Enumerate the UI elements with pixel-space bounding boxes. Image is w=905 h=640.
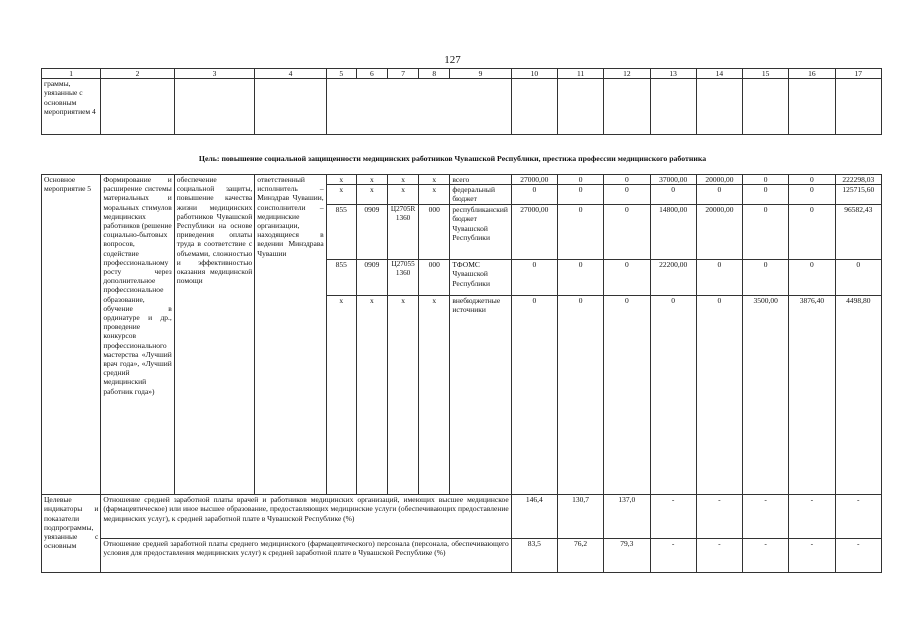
value-cell: 0 <box>696 296 742 495</box>
value-cell: 0 <box>557 296 603 495</box>
value-cell: 22200,00 <box>650 260 696 296</box>
target-code: Ц270551360 <box>388 260 419 296</box>
target-code: x <box>388 185 419 205</box>
indicator-value: - <box>743 539 789 573</box>
indicator-value: 130,7 <box>557 495 603 539</box>
section-code: x <box>356 175 387 185</box>
value-cell: 0 <box>650 185 696 205</box>
value-cell: 0 <box>789 205 835 260</box>
indicator-value: 79,3 <box>604 539 650 573</box>
col-header: 6 <box>356 69 387 79</box>
expense-type: 000 <box>419 205 450 260</box>
col-header: 14 <box>696 69 742 79</box>
target-code: x <box>388 175 419 185</box>
col-header: 1 <box>42 69 101 79</box>
indicators-label: Целевые индикаторы и показатели подпрограммы, увязанные с основным <box>42 495 101 573</box>
prev-indicator-row <box>42 79 882 135</box>
funding-source: ТФОМС Чувашской Республики <box>450 260 511 296</box>
value-cell: 4498,80 <box>835 296 881 495</box>
value-cell: 0 <box>789 185 835 205</box>
value-cell: 0 <box>650 296 696 495</box>
value-cell: 0 <box>743 185 789 205</box>
value-cell: 0 <box>557 260 603 296</box>
value-cell: 0 <box>557 175 603 185</box>
indicator-value: 137,0 <box>604 495 650 539</box>
prev-row-label: граммы, увязанные с основным мероприятием 4 <box>42 79 101 135</box>
col-header: 4 <box>255 69 326 79</box>
indicator-row <box>42 495 882 539</box>
indicator-value: - <box>835 539 881 573</box>
indicator-value: - <box>789 495 835 539</box>
section-code: x <box>356 296 387 495</box>
col-header: 3 <box>174 69 254 79</box>
main-table <box>41 174 882 573</box>
value-cell: 0 <box>743 175 789 185</box>
value-cell: 0 <box>604 260 650 296</box>
col-header: 5 <box>326 69 356 79</box>
expense-type: x <box>419 175 450 185</box>
value-cell: 0 <box>511 260 557 296</box>
indicator-value: - <box>835 495 881 539</box>
col-header: 2 <box>101 69 174 79</box>
col-header: 10 <box>511 69 557 79</box>
col-header: 8 <box>419 69 450 79</box>
value-cell: 20000,00 <box>696 175 742 185</box>
value-cell: 0 <box>604 296 650 495</box>
value-cell: 0 <box>511 296 557 495</box>
value-cell: 20000,00 <box>696 205 742 260</box>
section-code: 0909 <box>356 205 387 260</box>
funding-source: федеральный бюджет <box>450 185 511 205</box>
goal-heading: Цель: повышение социальной защищенности медицинских работников Чувашской Республики, престижа профессии медицинского работника <box>198 154 707 163</box>
indicator-text: Отношение средней заработной платы врачей и работников медицинских организаций, имеющих высшее медицинское (фармацевтическое) или иное высшее образование, предоставляющих медицинские услуги (обеспечивающих предоставление медицинских услуг), к средней заработной плате в Чувашской Республике (%) <box>101 495 511 539</box>
page-number: 127 <box>444 54 461 66</box>
col-header: 7 <box>388 69 419 79</box>
value-cell: 0 <box>743 260 789 296</box>
funding-source: внебюджетные источники <box>450 296 511 495</box>
table-row <box>42 175 882 185</box>
grbs-code: x <box>326 296 356 495</box>
indicator-value: 146,4 <box>511 495 557 539</box>
value-cell: 0 <box>557 205 603 260</box>
grbs-code: x <box>326 175 356 185</box>
col-header: 13 <box>650 69 696 79</box>
col-header: 9 <box>450 69 511 79</box>
event-name: Основное мероприятие 5 <box>42 175 101 495</box>
section-code: 0909 <box>356 260 387 296</box>
value-cell: 0 <box>557 185 603 205</box>
funding-source: всего <box>450 175 511 185</box>
indicator-value: 76,2 <box>557 539 603 573</box>
indicator-value: - <box>696 539 742 573</box>
target-code: x <box>388 296 419 495</box>
expense-type: x <box>419 185 450 205</box>
col-header: 15 <box>743 69 789 79</box>
grbs-code: 855 <box>326 260 356 296</box>
value-cell: 0 <box>696 185 742 205</box>
value-cell: 125715,60 <box>835 185 881 205</box>
value-cell: 96582,43 <box>835 205 881 260</box>
value-cell: 0 <box>604 175 650 185</box>
funding-source: республиканский бюджет Чувашской Республики <box>450 205 511 260</box>
col-header: 17 <box>835 69 881 79</box>
expense-type: x <box>419 296 450 495</box>
value-cell: 0 <box>835 260 881 296</box>
value-cell: 222298,03 <box>835 175 881 185</box>
value-cell: 0 <box>789 260 835 296</box>
column-number-row <box>42 69 882 79</box>
col-header: 11 <box>557 69 603 79</box>
value-cell: 0 <box>696 260 742 296</box>
value-cell: 3500,00 <box>743 296 789 495</box>
value-cell: 3876,40 <box>789 296 835 495</box>
event-title: Формирование и расширение системы материальных и моральных стимулов медицинских работников (решение социально-бытовых вопросов, содействие профессиональному росту через дополнительное профессиональное образование, обучение в ординатуре и др., проведение конкурсов профессионального мастерства «Лучший врач года», «Лучший средний медицинский работник года») <box>101 175 174 495</box>
indicator-value: 83,5 <box>511 539 557 573</box>
value-cell: 0 <box>743 205 789 260</box>
indicator-value: - <box>789 539 835 573</box>
expense-type: 000 <box>419 260 450 296</box>
indicator-value: - <box>650 495 696 539</box>
grbs-code: 855 <box>326 205 356 260</box>
value-cell: 14800,00 <box>650 205 696 260</box>
indicator-row <box>42 539 882 573</box>
grbs-code: x <box>326 185 356 205</box>
value-cell: 0 <box>604 185 650 205</box>
value-cell: 27000,00 <box>511 205 557 260</box>
value-cell: 0 <box>789 175 835 185</box>
indicator-value: - <box>650 539 696 573</box>
event-goal-link: обеспечение социальной защиты, повышение качества жизни медицинских работников Чувашской Республики на основе приведения оплаты труда в соответствие с объемами, сложностью и эффективностью оказания медицинской помощи <box>174 175 254 495</box>
value-cell: 27000,00 <box>511 175 557 185</box>
event-executor: ответственный исполнитель – Минздрав Чувашии, соисполнители – медицинские организации, находящиеся в ведении Минздрава Чувашии <box>255 175 326 495</box>
value-cell: 0 <box>511 185 557 205</box>
section-code: x <box>356 185 387 205</box>
value-cell: 0 <box>604 205 650 260</box>
col-header: 12 <box>604 69 650 79</box>
indicator-text: Отношение средней заработной платы среднего медицинского (фармацевтического) персонала (персонала, обеспечивающего условия для предоставления медицинских услуг) к средней заработной плате в Чувашской Республике (%) <box>101 539 511 573</box>
target-code: Ц2705R1360 <box>388 205 419 260</box>
value-cell: 37000,00 <box>650 175 696 185</box>
indicator-value: - <box>696 495 742 539</box>
indicator-value: - <box>743 495 789 539</box>
header-table <box>41 68 882 135</box>
col-header: 16 <box>789 69 835 79</box>
